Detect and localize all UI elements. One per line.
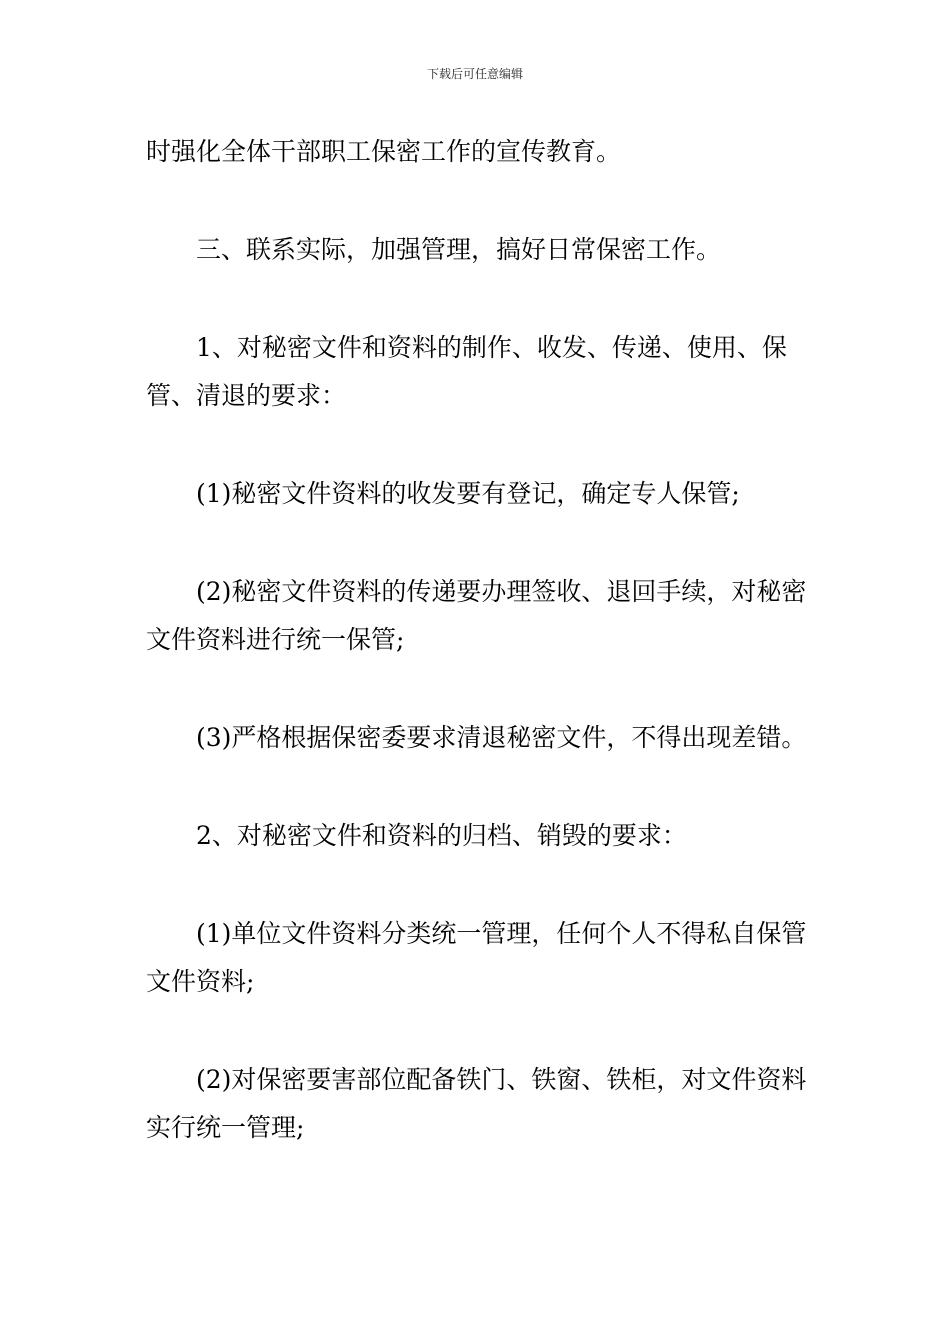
paragraph: 时强化全体干部职工保密工作的宣传教育。 <box>146 137 622 166</box>
list-item: (2)秘密文件资料的传递要办理签收、退回手续，对秘密文件资料进行统一保管; <box>146 577 807 654</box>
document-body <box>146 128 808 1202</box>
list-item: (1)秘密文件资料的收发要有登记，确定专人保管; <box>196 479 740 508</box>
list-item: (3)严格根据保密委要求清退秘密文件，不得出现差错。 <box>196 723 807 752</box>
list-item: (2)对保密要害部位配备铁门、铁窗、铁柜，对文件资料实行统一管理; <box>146 1065 807 1142</box>
paragraph: 1、对秘密文件和资料的制作、收发、传递、使用、保管、清退的要求： <box>146 333 787 410</box>
page-header: 下载后可任意编辑 <box>426 67 523 81</box>
section-heading: 三、联系实际，加强管理，搞好日常保密工作。 <box>196 235 722 264</box>
list-item: (1)单位文件资料分类统一管理，任何个人不得私自保管文件资料; <box>146 919 807 996</box>
paragraph: 2、对秘密文件和资料的归档、销毁的要求： <box>196 821 687 850</box>
